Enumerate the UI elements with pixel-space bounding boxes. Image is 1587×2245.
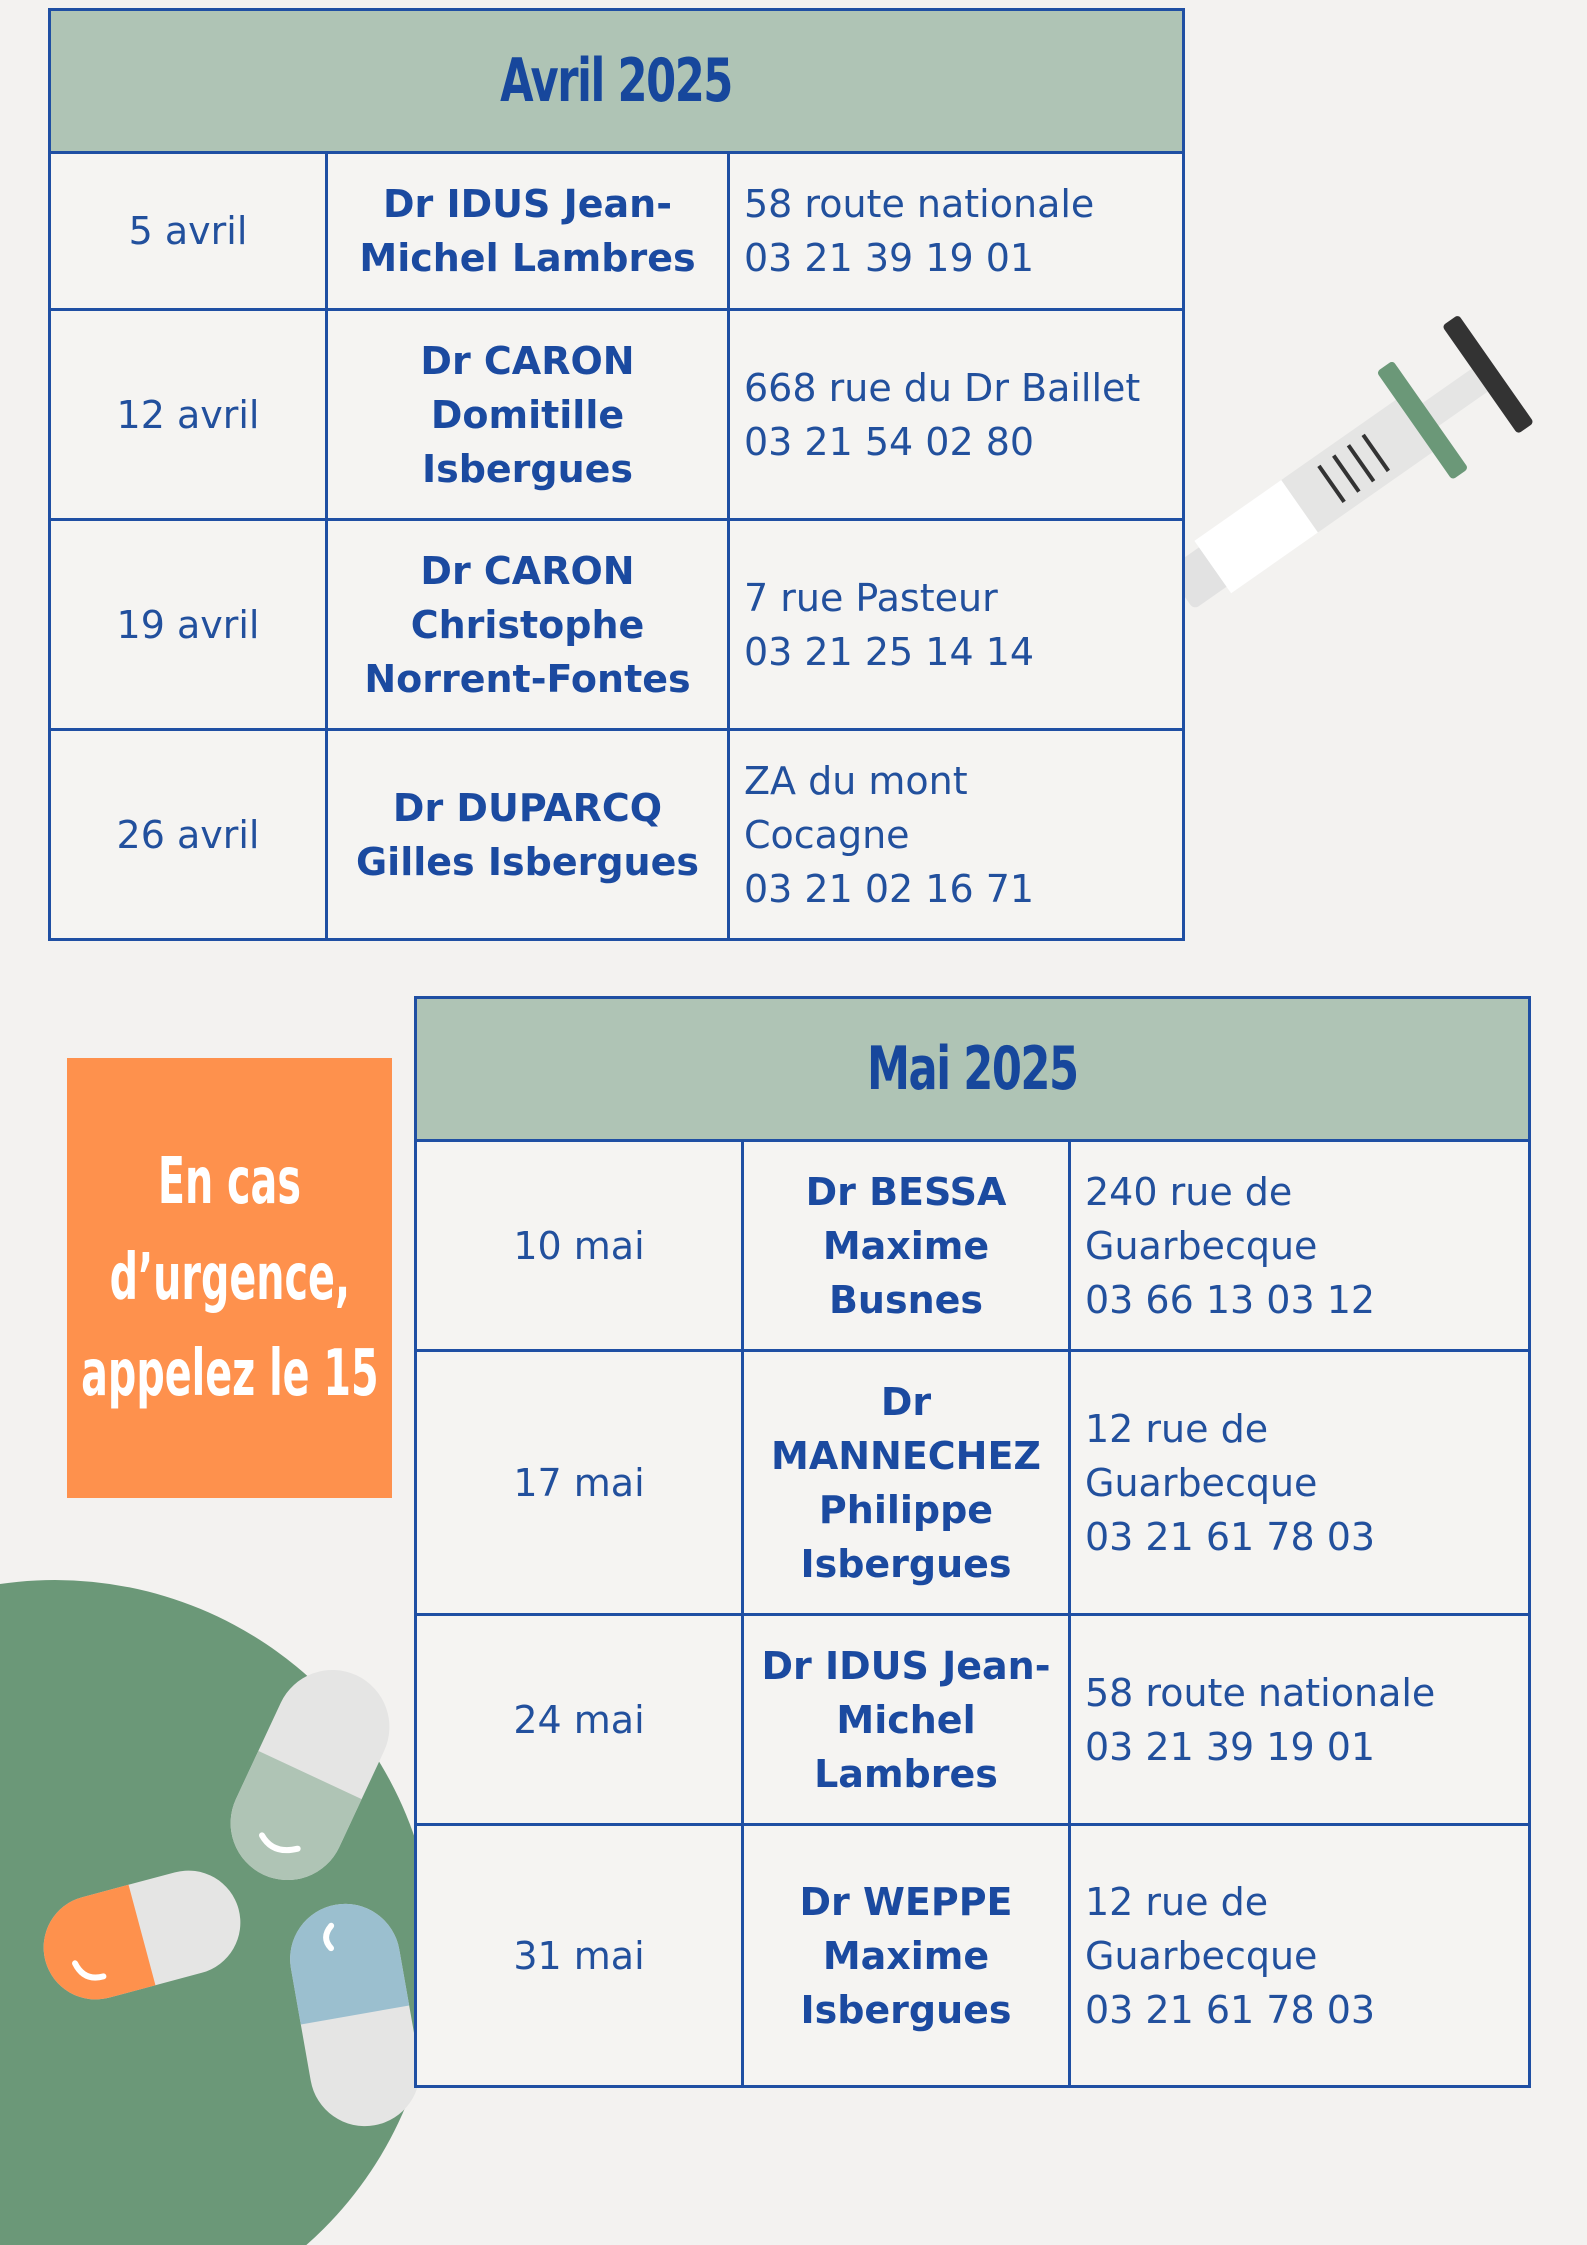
doctor-cell: Dr WEPPE Maxime Isbergues <box>743 1825 1070 2087</box>
table-row <box>50 730 1184 940</box>
table-row <box>50 520 1184 730</box>
address-cell: 12 rue de Guarbecque 03 21 61 78 03 <box>1070 1351 1530 1615</box>
address-cell: 58 route nationale 03 21 39 19 01 <box>1070 1615 1530 1825</box>
urgence-line: appelez le 15 <box>80 1337 379 1411</box>
mai-schedule-table <box>414 996 1531 2088</box>
mai-title: Mai 2025 <box>416 998 1530 1141</box>
urgence-line: En cas <box>157 1145 302 1219</box>
doctor-cell: Dr CARON Christophe Norrent-Fontes <box>327 520 729 730</box>
address-cell: 240 rue de Guarbecque 03 66 13 03 12 <box>1070 1141 1530 1351</box>
avril-schedule-table <box>48 8 1185 941</box>
urgence-line: d’urgence, <box>109 1241 350 1315</box>
table-row <box>50 310 1184 520</box>
address-cell: 7 rue Pasteur 03 21 25 14 14 <box>729 520 1184 730</box>
table-row <box>50 153 1184 310</box>
date-cell: 17 mai <box>416 1351 743 1615</box>
date-cell: 24 mai <box>416 1615 743 1825</box>
date-cell: 19 avril <box>50 520 327 730</box>
urgence-box <box>67 1058 392 1498</box>
address-cell: 668 rue du Dr Baillet 03 21 54 02 80 <box>729 310 1184 520</box>
date-cell: 10 mai <box>416 1141 743 1351</box>
doctor-cell: Dr IDUS Jean- Michel Lambres <box>743 1615 1070 1825</box>
address-cell: 58 route nationale 03 21 39 19 01 <box>729 153 1184 310</box>
doctor-cell: Dr DUPARCQ Gilles Isbergues <box>327 730 729 940</box>
address-cell: 12 rue de Guarbecque 03 21 61 78 03 <box>1070 1825 1530 2087</box>
table-row <box>416 1351 1530 1615</box>
date-cell: 12 avril <box>50 310 327 520</box>
doctor-cell: Dr MANNECHEZ Philippe Isbergues <box>743 1351 1070 1615</box>
table-row <box>416 1615 1530 1825</box>
doctor-cell: Dr IDUS Jean- Michel Lambres <box>327 153 729 310</box>
table-row <box>416 1825 1530 2087</box>
address-cell: ZA du mont Cocagne 03 21 02 16 71 <box>729 730 1184 940</box>
avril-title: Avril 2025 <box>50 10 1184 153</box>
doctor-cell: Dr CARON Domitille Isbergues <box>327 310 729 520</box>
date-cell: 26 avril <box>50 730 327 940</box>
table-row <box>416 1141 1530 1351</box>
date-cell: 31 mai <box>416 1825 743 2087</box>
date-cell: 5 avril <box>50 153 327 310</box>
doctor-cell: Dr BESSA Maxime Busnes <box>743 1141 1070 1351</box>
